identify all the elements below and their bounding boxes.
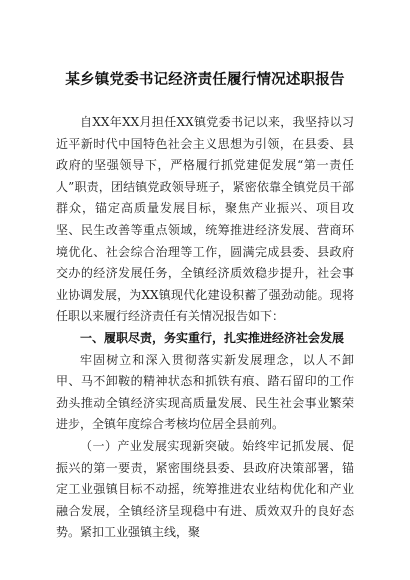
intro-paragraph: 自XX年XX月担任XX镇党委书记以来，我坚持以习近平新时代中国特色社会主义思想为引领，在县委、县政府的坚强领导下，严格履行抓党建促发展“第一责任人”职责，团结镇党政领导班子，紧密依靠全镇党员干部群众，锚定高质量发展目标，聚焦产业振兴、项目攻坚、民生改善等重点领域，统筹推进经济发展、营商环境优化、社会综合治理等工作，圆满完成县委、县政府交办的经济发展任务，全镇经济质效稳步提升，社会事业协调发展，为XX镇现代化建设积蓄了强劲动能。现将任职以来履行经济责任有关情况报告如下： [56, 115, 354, 324]
subsection-paragraph: （一）产业发展实现新突破。始终牢记抓发展、促振兴的第一要责，紧密围绕县委、县政府决策部署，锚定工业强镇目标不动摇，统筹推进农业结构优化和产业融合发展，全镇经济呈现稳中有进、质效双升的良好态势。紧扣工业强镇主线，聚 [56, 438, 354, 540]
section-heading: 一、履职尽责，务实重行，扎实推进经济社会发展 [80, 330, 345, 345]
document-title: 某乡镇党委书记经济责任履行情况述职报告 [65, 72, 345, 88]
section-paragraph: 牢固树立和深入贯彻落实新发展理念，以人不卸甲、马不卸鞍的精神状态和抓铁有痕、踏石留印的工作劲头推动全镇经济实现高质量发展、民生社会事业繁荣进步，全镇年度综合考核均位居全县前列。 [56, 352, 354, 432]
